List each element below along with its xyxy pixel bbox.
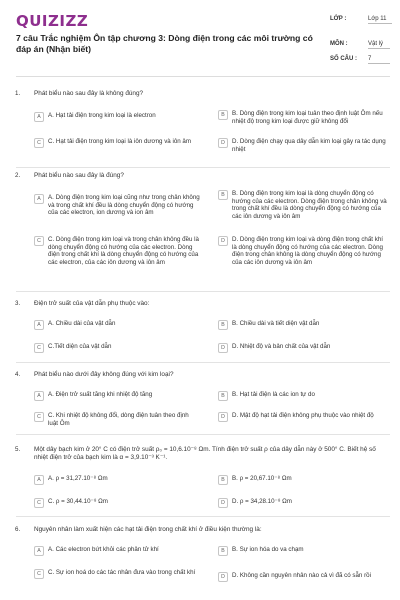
header-divider [16, 76, 390, 77]
option-text: B. ρ = 20,67.10⁻⁸ Ωm [232, 475, 292, 482]
option-letter-box: B [218, 190, 228, 200]
option-text: D. ρ = 34,28.10⁻⁸ Ωm [232, 498, 292, 505]
option-letter-box: B [218, 320, 228, 330]
question-number: 3. [15, 300, 21, 307]
option-text: B. Dòng điện trong kim loại tuân theo định luật Ôm nếu nhiệt độ trong kim loại được giữ không đổi [232, 110, 383, 125]
option-text: D. Dòng điện trong kim loại và dòng điện trong chất khí là dòng chuyển động có hướng của các electron. Dòng điện trong chân không là dòng chuyển động có hướng của các iôn dương và iôn âm [232, 236, 383, 266]
option-text: C. Sự ion hoá do các tác nhân đưa vào trong chất khí [48, 569, 196, 576]
option-letter-box: C [34, 236, 44, 246]
option-text: D. Dòng điện chạy qua dây dẫn kim loại gây ra tác dụng nhiệt [232, 138, 386, 153]
question-divider [16, 434, 390, 435]
question-number: 4. [15, 371, 21, 378]
quizizz-logo: QUIZIZZ [16, 12, 89, 30]
option-text: A. ρ = 31,27.10⁻⁸ Ωm [48, 475, 108, 482]
option-letter-box: D [218, 236, 228, 246]
option-letter-box: A [34, 475, 44, 485]
question-text: Phát biểu nào sau đây là đúng? [34, 172, 124, 179]
option-letter-box: B [218, 110, 228, 120]
meta-lop-value: Lớp 11 [368, 16, 392, 24]
question-divider [16, 516, 390, 517]
meta-mon-label: MÔN : [330, 41, 348, 47]
meta-socau-label: SỐ CÂU : [330, 56, 357, 62]
option-text: C. Dòng điện trong kim loại và trong chân không đều là dòng chuyển động có hướng của các electron. Dòng điện trong chất khí là dòng chuyển động có hướng của các electron, của các iôn dương và iôn âm [48, 236, 199, 266]
option-text: C. ρ = 30,44.10⁻⁸ Ωm [48, 498, 108, 505]
option-text: B. Chiều dài và tiết diện vật dẫn [232, 320, 320, 327]
question-text: Một dây bạch kim ở 20° C có điện trở suất ρ₀ = 10,6.10⁻⁸ Ωm. Tính điện trở suất ρ của dây dẫn này ở 500° C. Biết hệ số nhiệt điện trở của bạch kim là α = 3,9.10⁻³ K⁻¹. [34, 446, 376, 462]
option-letter-box: D [218, 498, 228, 508]
option-text: A. Các electron bứt khỏi các phân tử khí [48, 546, 159, 553]
option-letter-box: A [34, 391, 44, 401]
worksheet-header [0, 0, 400, 70]
question-text: Điện trở suất của vật dẫn phụ thuộc vào: [34, 300, 150, 307]
option-letter-box: D [218, 138, 228, 148]
option-text: A. Hạt tải điện trong kim loại là electron [48, 112, 156, 119]
option-letter-box: C [34, 412, 44, 422]
question-text: Nguyên nhân làm xuất hiện các hạt tải điện trong chất khí ở điều kiện thường là: [34, 526, 262, 533]
question-text: Phát biểu nào sau đây là không đúng? [34, 90, 144, 97]
option-text: A. Dòng điện trong kim loại cũng như trong chân không và trong chất khí đều là dòng chuyển động có hướng của các electron, ion dương và ion âm [48, 194, 200, 217]
option-letter-box: A [34, 320, 44, 330]
question-number: 6. [15, 526, 21, 533]
question-divider [16, 362, 390, 363]
option-letter-box: C [34, 498, 44, 508]
option-text: C.Tiết diện của vật dẫn [48, 343, 112, 350]
option-letter-box: B [218, 546, 228, 556]
option-text: B. Sự ion hóa do va chạm [232, 546, 304, 553]
question-number: 1. [15, 90, 21, 97]
option-letter-box: A [34, 194, 44, 204]
option-text: C. Hạt tải điện trong kim loại là iôn dương và iôn âm [48, 138, 192, 145]
option-letter-box: C [34, 138, 44, 148]
option-text: B. Hạt tải điện là các ion tự do [232, 391, 315, 398]
option-text: D. Mật độ hạt tải điện không phụ thuộc vào nhiệt độ [232, 412, 374, 419]
option-text: D. Nhiệt độ và bản chất của vật dẫn [232, 343, 331, 350]
option-letter-box: C [34, 569, 44, 579]
question-divider [16, 167, 390, 168]
meta-lop-label: LỚP : [330, 16, 347, 22]
option-text: B. Dòng điện trong kim loại là dòng chuyển động có hướng của các electron. Dòng điện trong chân không và trong chất khí đều là dòng chuyển động có hướng của các iôn dương và iôn âm [232, 190, 387, 220]
question-number: 2. [15, 172, 21, 179]
option-text: D. Không cần nguyên nhân nào cả vì đã có sẵn rồi [232, 572, 371, 579]
option-letter-box: D [218, 343, 228, 353]
option-letter-box: A [34, 546, 44, 556]
meta-mon-value: Vật lý [368, 41, 390, 49]
option-letter-box: B [218, 391, 228, 401]
question-text: Phát biểu nào dưới đây không đúng với kim loại? [34, 371, 174, 378]
meta-socau-value: 7 [368, 56, 390, 64]
question-number: 5. [15, 446, 21, 453]
option-letter-box: D [218, 412, 228, 422]
option-text: A. Điện trở suất tăng khi nhiệt độ tăng [48, 391, 153, 398]
option-letter-box: D [218, 572, 228, 582]
page-title: 7 câu Trắc nghiệm Ôn tập chương 3: Dòng điện trong các môi trường có đáp án (Nhận biết) [16, 33, 313, 54]
option-letter-box: A [34, 112, 44, 122]
option-text: C. Khi nhiệt độ không đổi, dòng điện tuân theo định luật Ôm [48, 412, 189, 427]
option-letter-box: C [34, 343, 44, 353]
option-text: A. Chiều dài của vật dẫn [48, 320, 116, 327]
question-divider [16, 291, 390, 292]
option-letter-box: B [218, 475, 228, 485]
